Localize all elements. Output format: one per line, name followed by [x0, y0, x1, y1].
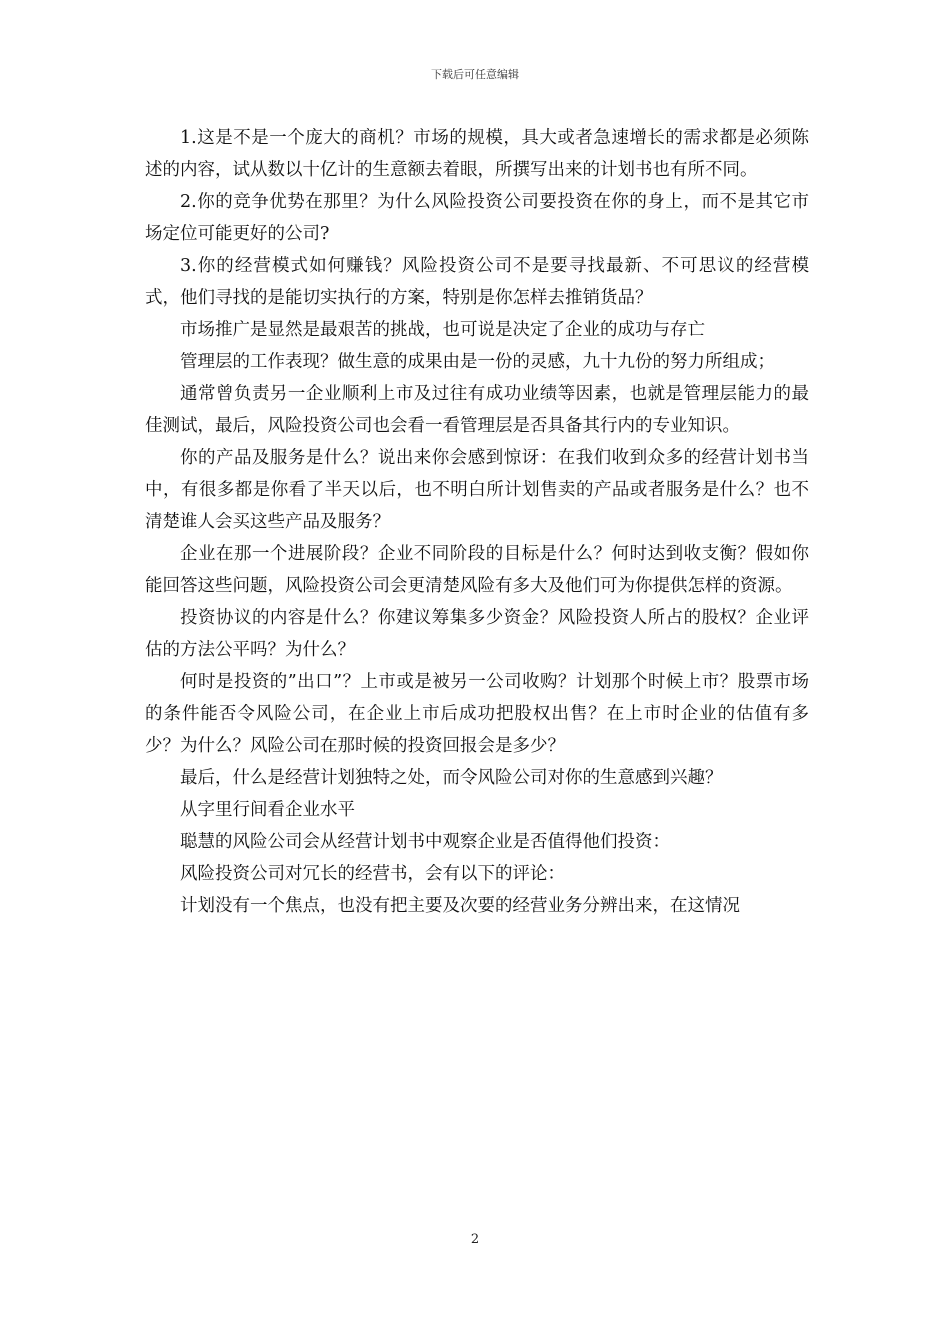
paragraph: 最后，什么是经营计划独特之处，而令风险公司对你的生意感到兴趣？ — [180, 768, 723, 788]
paragraph: 计划没有一个焦点，也没有把主要及次要的经营业务分辨出来，在这情况 — [180, 896, 740, 916]
paragraph: 通常曾负责另一企业顺利上市及过往有成功业绩等因素，也就是管理层能力的最佳测试，最后，风险投资公司也会看一看管理层是否具备其行内的专业知识。 — [145, 384, 809, 436]
paragraph: 1.这是不是一个庞大的商机？市场的规模，具大或者急速增长的需求都是必须陈述的内容，试从数以十亿计的生意额去着眼，所撰写出来的计划书也有所不同。 — [145, 128, 809, 180]
paragraph: 风险投资公司对冗长的经营书，会有以下的评论： — [180, 864, 565, 884]
paragraph: 聪慧的风险公司会从经营计划书中观察企业是否值得他们投资： — [180, 832, 670, 852]
paragraph: 从字里行间看企业水平 — [180, 800, 355, 820]
page-header: 下载后可任意编辑 — [431, 68, 519, 81]
paragraph: 市场推广是显然是最艰苦的挑战，也可说是决定了企业的成功与存亡 — [180, 320, 705, 340]
paragraph: 何时是投资的”出口”？上市或是被另一公司收购？计划那个时候上市？股票市场的条件能否令风险公司，在企业上市后成功把股权出售？在上市时企业的估值有多少？为什么？风险公司在那时候的投资回报会是多少？ — [145, 672, 809, 756]
paragraph: 管理层的工作表现？做生意的成果由是一份的灵感，九十九份的努力所组成； — [180, 352, 775, 372]
page-number: 2 — [470, 1232, 480, 1247]
paragraph: 3.你的经营模式如何赚钱？风险投资公司不是要寻找最新、不可思议的经营模式，他们寻找的是能切实执行的方案，特别是你怎样去推销货品？ — [145, 256, 809, 308]
paragraph: 你的产品及服务是什么？说出来你会感到惊讶：在我们收到众多的经营计划书当中，有很多都是你看了半天以后，也不明白所计划售卖的产品或者服务是什么？也不清楚谁人会买这些产品及服务？ — [145, 448, 809, 532]
paragraph: 投资协议的内容是什么？你建议筹集多少资金？风险投资人所占的股权？企业评估的方法公平吗？为什么？ — [145, 608, 809, 660]
body-text — [145, 122, 809, 922]
paragraph: 2.你的竞争优势在那里？为什么风险投资公司要投资在你的身上，而不是其它市场定位可能更好的公司? — [145, 192, 809, 244]
paragraph: 企业在那一个进展阶段？企业不同阶段的目标是什么？何时达到收支衡？假如你能回答这些问题，风险投资公司会更清楚风险有多大及他们可为你提供怎样的资源。 — [145, 544, 809, 596]
